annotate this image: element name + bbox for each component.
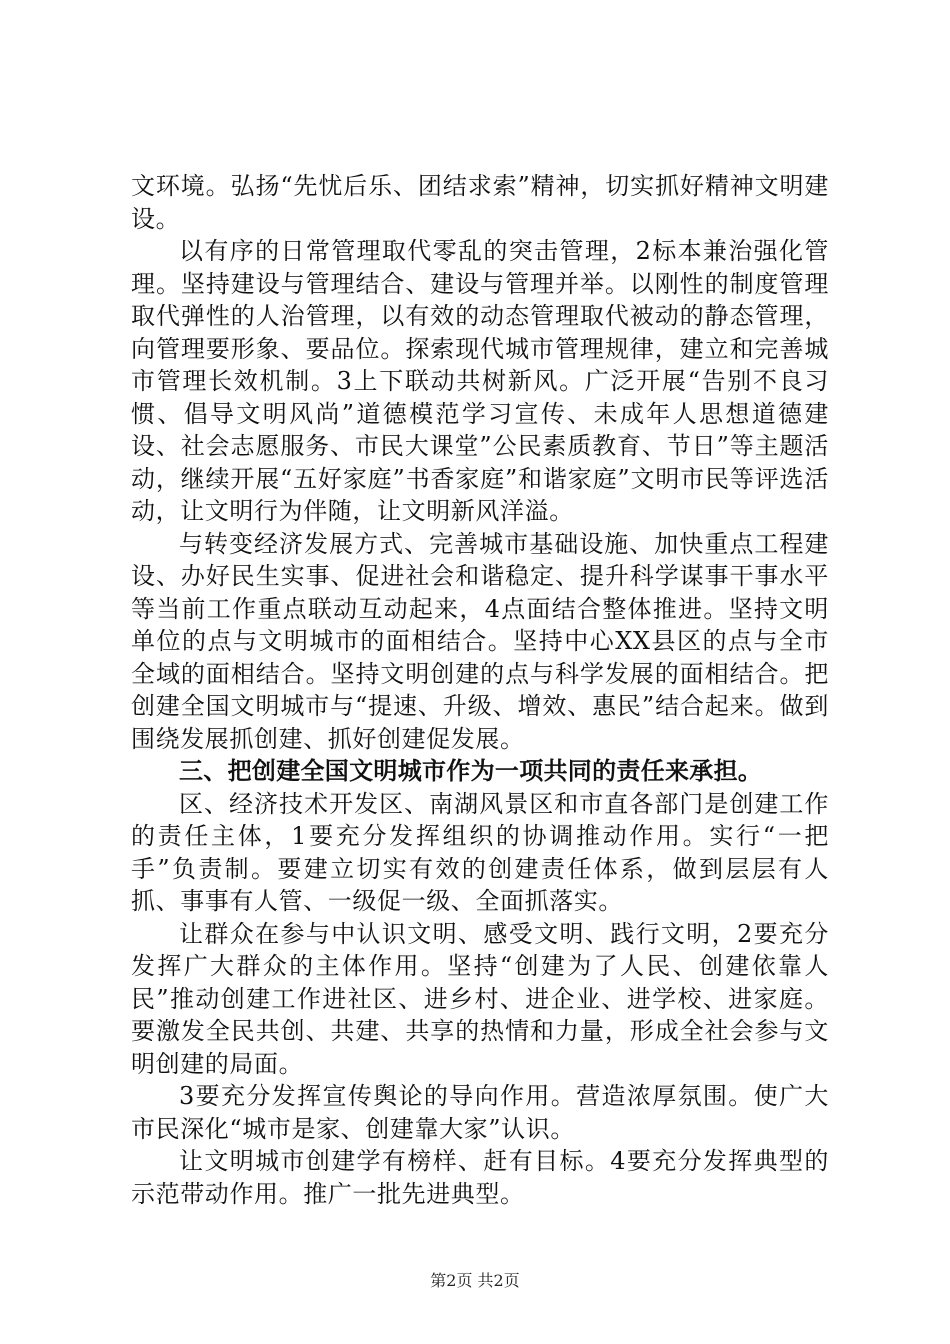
paragraph-organization: 区、经济技术开发区、南湖风景区和市直各部门是创建工作的责任主体，1要充分发挥组织的协调推动作用。实行“一把手”负责制。要建立切实有效的创建责任体系，做到层层有人抓、事事有人管、一级促一级、全面抓落实。 — [131, 789, 829, 915]
paragraph-continuation: 文环境。弘扬“先忧后乐、团结求索”精神，切实抓好精神文明建设。 — [131, 172, 829, 233]
document-body — [131, 170, 829, 1210]
paragraph-integration: 与转变经济发展方式、完善城市基础设施、加快重点工程建设、办好民生实事、促进社会和谐稳定、提升科学谋事干事水平等当前工作重点联动互动起来，4点面结合整体推进。坚持文明单位的点与文明城市的面相结合。坚持中心XX县区的点与全市全域的面相结合。坚持文明创建的点与科学发展的面相结合。把创建全国文明城市与“提速、升级、增效、惠民”结合起来。做到围绕发展抓创建、抓好创建促发展。 — [131, 529, 829, 753]
page-number-footer: 第2页 共2页 — [430, 1271, 520, 1290]
paragraph-public: 让群众在参与中认识文明、感受文明、践行文明，2要充分发挥广大群众的主体作用。坚持“创建为了人民、创建依靠人民”推动创建工作进社区、进乡村、进企业、进学校、进家庭。要激发全民共创、共建、共享的热情和力量，形成全社会参与文明创建的局面。 — [131, 919, 829, 1078]
paragraph-management: 以有序的日常管理取代零乱的突击管理，2标本兼治强化管理。坚持建设与管理结合、建设与管理并举。以刚性的制度管理取代弹性的人治管理，以有效的动态管理取代被动的静态管理，向管理要形象、要品位。探索现代城市管理规律，建立和完善城市管理长效机制。3上下联动共树新风。广泛开展“告别不良习惯、倡导文明风尚”道德模范学习宣传、未成年人思想道德建设、社会志愿服务、市民大课堂”公民素质教育、节日”等主题活动，继续开展“五好家庭”书香家庭”和谐家庭”文明市民等评选活动，让文明行为伴随，让文明新风洋溢。 — [131, 237, 829, 525]
section-heading: 三、把创建全国文明城市作为一项共同的责任来承担。 — [179, 757, 763, 785]
paragraph-publicity: 3要充分发挥宣传舆论的导向作用。营造浓厚氛围。使广大市民深化“城市是家、创建靠大家”认识。 — [131, 1082, 829, 1143]
paragraph-models: 让文明城市创建学有榜样、赶有目标。4要充分发挥典型的示范带动作用。推广一批先进典型。 — [131, 1147, 829, 1208]
